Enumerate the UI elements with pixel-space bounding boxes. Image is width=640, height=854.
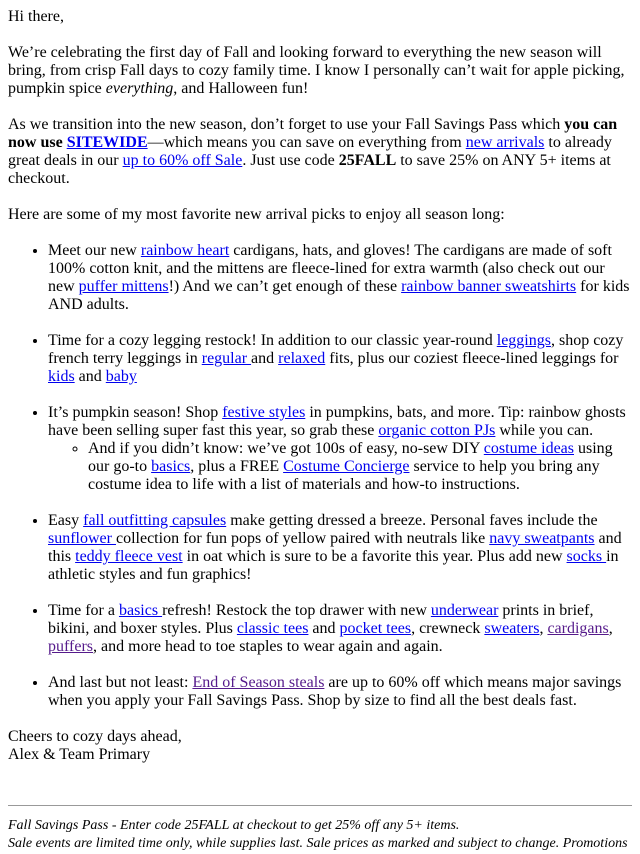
item-text: And if you didn’t know: we’ve got 100s of easy, no-sew DIY	[88, 440, 484, 457]
item-text: and	[251, 350, 279, 367]
basics-refresh-link[interactable]: basics	[118, 602, 163, 619]
leggings-link[interactable]: leggings	[496, 332, 551, 349]
regular-link[interactable]: regular	[201, 350, 252, 367]
basics-link[interactable]: basics	[151, 458, 191, 475]
savings-text-5: to save 25% on ANY 5+ items at checkout.	[8, 152, 611, 187]
item-text: , plus a FREE	[190, 458, 284, 475]
costume-ideas-link[interactable]: costume ideas	[483, 440, 574, 457]
item-text: service to help you bring any costume idea to life with a list of materials and how-to instructions.	[88, 458, 600, 493]
item-text: collection for fun pops of yellow paired with neutrals like	[115, 530, 490, 547]
promo-code: 25FALL	[338, 152, 397, 169]
item-text: cardigans, hats, and gloves! The cardigans are made of soft 100% cotton knit, and the mittens are fleece-lined for extra warmth (also check out our new	[48, 242, 612, 295]
sitewide-link[interactable]: SITEWIDE	[66, 134, 148, 151]
item-text: and this	[48, 530, 622, 565]
item-text: make getting dressed a breeze. Personal faves include the	[226, 512, 598, 529]
item-text: Meet our new	[48, 242, 141, 259]
item-text: , and more head to toe staples to wear again and again.	[93, 638, 443, 655]
list-item-costume	[88, 440, 632, 494]
list-item-pumpkin	[48, 404, 632, 494]
item-text: Time for a	[48, 602, 119, 619]
signoff-line-2: Alex & Team Primary	[8, 746, 151, 763]
list-item-rainbow	[48, 242, 632, 314]
sunflower-link[interactable]: sunflower	[48, 530, 116, 547]
savings-text-2: —which means you can save on everything from	[147, 134, 466, 151]
item-text: It’s pumpkin season! Shop	[48, 404, 223, 421]
savings-text-4: . Just use code	[242, 152, 339, 169]
baby-link[interactable]: baby	[105, 368, 137, 385]
item-text: and	[74, 368, 106, 385]
classic-tees-link[interactable]: classic tees	[236, 620, 309, 637]
footer-divider	[8, 805, 632, 806]
costume-sublist	[48, 440, 632, 494]
item-text: , crewneck	[411, 620, 485, 637]
footer-line-1: Fall Savings Pass - Enter code 25FALL at checkout to get 25% off any 5+ items.	[8, 818, 460, 833]
capsules-link[interactable]: fall outfitting capsules	[83, 512, 227, 529]
item-text: using our go-to	[88, 440, 613, 475]
list-item-end-of-season	[48, 674, 632, 710]
savings-paragraph	[8, 116, 632, 188]
footer	[8, 817, 632, 853]
intro-paragraph	[8, 44, 632, 98]
intro-text-2: , and Halloween fun!	[173, 80, 309, 97]
organic-pjs-link[interactable]: organic cotton PJs	[378, 422, 496, 439]
item-text: in oat which is sure to be a favorite this year. Plus add new	[182, 548, 567, 565]
sweaters-link[interactable]: sweaters	[484, 620, 540, 637]
list-item-capsules	[48, 512, 632, 584]
navy-sweatpants-link[interactable]: navy sweatpants	[489, 530, 595, 547]
item-text: in pumpkins, bats, and more. Tip: rainbow ghosts have been selling super fast this year, so grab these	[48, 404, 626, 439]
item-text: ,	[608, 620, 613, 637]
item-text: ,	[539, 620, 548, 637]
item-text: , shop cozy french terry leggings in	[48, 332, 624, 367]
signoff-line-1: Cheers to cozy days ahead,	[8, 728, 182, 745]
item-text: fits, plus our coziest fleece-lined leggings for	[325, 350, 619, 367]
savings-text-3: to already great deals in our	[8, 134, 612, 169]
item-text: while you can.	[495, 422, 594, 439]
list-item-basics	[48, 602, 632, 656]
costume-concierge-link[interactable]: Costume Concierge	[283, 458, 410, 475]
picks-intro: Here are some of my most favorite new arrival picks to enjoy all season long:	[8, 206, 505, 223]
picks-list	[8, 242, 632, 710]
festive-styles-link[interactable]: festive styles	[222, 404, 306, 421]
rainbow-heart-link[interactable]: rainbow heart	[140, 242, 230, 259]
intro-emphasis: everything	[105, 80, 174, 97]
item-text: in athletic styles and fun graphics!	[48, 548, 619, 583]
greeting: Hi there,	[8, 8, 64, 25]
end-of-season-link[interactable]: End of Season steals	[192, 674, 325, 691]
item-text: Easy	[48, 512, 84, 529]
puffer-mittens-link[interactable]: puffer mittens	[78, 278, 169, 295]
item-text: And last but not least:	[48, 674, 193, 691]
socks-link[interactable]: socks	[566, 548, 607, 565]
kids-link[interactable]: kids	[48, 368, 75, 385]
item-text: Time for a cozy legging restock! In addition to our classic year-round	[48, 332, 497, 349]
item-text: are up to 60% off which means major savings when you apply your Fall Savings Pass. Shop by size to find all the best deals fast.	[48, 674, 622, 709]
puffers-link[interactable]: puffers	[48, 638, 94, 655]
new-arrivals-link[interactable]: new arrivals	[465, 134, 545, 151]
item-text: !) And we can’t get enough of these	[168, 278, 402, 295]
rainbow-banner-link[interactable]: rainbow banner sweatshirts	[401, 278, 577, 295]
list-item-leggings	[48, 332, 632, 386]
teddy-vest-link[interactable]: teddy fleece vest	[75, 548, 183, 565]
item-text: and	[308, 620, 340, 637]
footer-line-2: Sale events are limited time only, while supplies last. Sale prices as marked and subject to change. Promotions	[8, 836, 628, 851]
savings-bold-lead: you can now use	[8, 116, 618, 151]
cardigans-link[interactable]: cardigans	[547, 620, 609, 637]
item-text: refresh! Restock the top drawer with new	[162, 602, 431, 619]
intro-text-1: We’re celebrating the first day of Fall and looking forward to everything the new season will bring, from crisp Fall days to cozy family time. I know I personally can’t wait for apple picking, pumpkin spice	[8, 44, 625, 97]
sale-link[interactable]: up to 60% off Sale	[122, 152, 243, 169]
underwear-link[interactable]: underwear	[430, 602, 499, 619]
savings-text-1: As we transition into the new season, don’t forget to use your Fall Savings Pass which	[8, 116, 565, 133]
signoff	[8, 728, 632, 764]
pocket-tees-link[interactable]: pocket tees	[339, 620, 412, 637]
relaxed-link[interactable]: relaxed	[278, 350, 326, 367]
item-text: for kids AND adults.	[48, 278, 630, 313]
item-text: prints in brief, bikini, and boxer styles. Plus	[48, 602, 594, 637]
